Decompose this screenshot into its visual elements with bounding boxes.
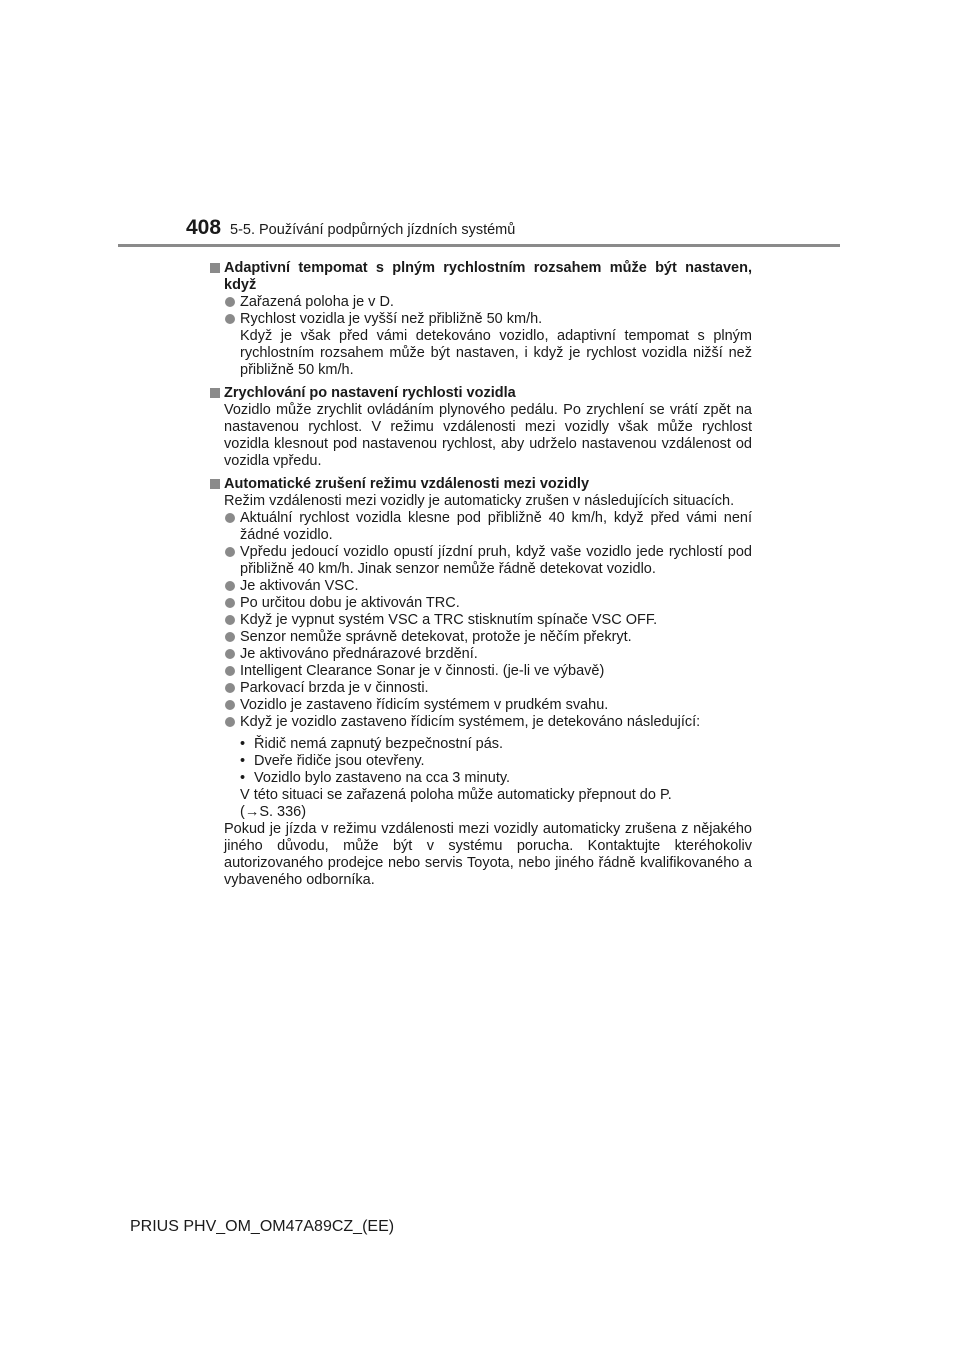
list-item: Je aktivován VSC. <box>224 578 752 595</box>
page-number: 408 <box>186 216 222 239</box>
square-bullet-icon <box>210 388 220 398</box>
sub-list-item: • Řidič nemá zapnutý bezpečnostní pás. <box>240 736 504 752</box>
section-intro: Režim vzdálenosti mezi vozidly je automaticky zrušen v následujících situacích. <box>224 493 735 509</box>
sub-list-item: • Vozidlo bylo zastaveno na cca 3 minuty. <box>240 770 511 786</box>
section-acceleration <box>210 385 752 470</box>
page-reference: (→S. 336) <box>240 804 307 820</box>
page-content <box>210 260 752 889</box>
list-item: Rychlost vozidla je vyšší než přibližně 50 km/h. Když je však před vámi detekováno vozidlo, adaptivní tempomat s plným rychlostním rozsahem může být nastaven, i když je rychlost vozidla nižší než přibližně 50 km/h. <box>224 311 752 379</box>
round-bullet-icon <box>225 581 235 591</box>
round-bullet-icon <box>225 547 235 557</box>
section-text: Vozidlo může zrychlit ovládáním plynového pedálu. Po zrychlení se vrátí zpět na nastavenou rychlost. V režimu vzdálenosti mezi vozidly však může rychlost vozidla klesnout pod nastavenou rychlost, aby udrželo nastavenou vzdálenost od vozidla vpředu. <box>224 402 752 469</box>
round-bullet-icon <box>225 632 235 642</box>
list-item: Vozidlo je zastaveno řídicím systémem v prudkém svahu. <box>224 697 752 714</box>
list-item: Parkovací brzda je v činnosti. <box>224 680 752 697</box>
header-divider <box>118 244 840 247</box>
chapter-title: 5-5. Používání podpůrných jízdních systémů <box>230 222 516 238</box>
list-item: Intelligent Clearance Sonar je v činnosti. (je-li ve výbavě) <box>224 663 752 680</box>
section-heading: Adaptivní tempomat s plným rychlostním rozsahem může být nastaven, když <box>224 260 752 294</box>
list-item: Zařazená poloha je v D. <box>224 294 752 311</box>
round-bullet-icon <box>225 513 235 523</box>
sub-list-item: • Dveře řidiče jsou otevřeny. <box>240 753 425 769</box>
section-heading: Automatické zrušení režimu vzdálenosti mezi vozidly <box>224 476 752 493</box>
list-item: Je aktivováno přednárazové brzdění. <box>224 646 752 663</box>
round-bullet-icon <box>225 666 235 676</box>
list-item: Když je vypnut systém VSC a TRC stisknutím spínače VSC OFF. <box>224 612 752 629</box>
square-bullet-icon <box>210 263 220 273</box>
sub-list <box>224 736 752 787</box>
section-auto-cancel <box>210 476 752 889</box>
note-text: V této situaci se zařazená poloha může automaticky přepnout do P. <box>240 787 672 803</box>
list-item: Aktuální rychlost vozidla klesne pod přibližně 40 km/h, když před vámi není žádné vozidlo. <box>224 510 752 544</box>
closing-text: Pokud je jízda v režimu vzdálenosti mezi vozidly automaticky zrušena z nějakého jiného důvodu, může být v systému porucha. Kontaktujte kteréhokoliv autorizovaného prodejce nebo servis Toyota, nebo jiného řádně kvalifikovaného a vybaveného odborníka. <box>224 821 752 888</box>
round-bullet-icon <box>225 717 235 727</box>
square-bullet-icon <box>210 479 220 489</box>
document-id: PRIUS PHV_OM_OM47A89CZ_(EE) <box>130 1218 395 1235</box>
round-bullet-icon <box>225 649 235 659</box>
round-bullet-icon <box>225 683 235 693</box>
list-item: Po určitou dobu je aktivován TRC. <box>224 595 752 612</box>
list-item: Když je vozidlo zastaveno řídicím systémem, je detekováno následující: <box>224 714 752 731</box>
round-bullet-icon <box>225 615 235 625</box>
list-item: Vpředu jedoucí vozidlo opustí jízdní pruh, když vaše vozidlo jede rychlostí pod přibližně 40 km/h. Jinak senzor nemůže řádně detekovat vozidlo. <box>224 544 752 578</box>
page-header <box>118 218 840 246</box>
round-bullet-icon <box>225 297 235 307</box>
section-heading: Zrychlování po nastavení rychlosti vozidla <box>224 385 752 402</box>
section-cruise-setup <box>210 260 752 379</box>
round-bullet-icon <box>225 700 235 710</box>
round-bullet-icon <box>225 314 235 324</box>
round-bullet-icon <box>225 598 235 608</box>
list-item: Senzor nemůže správně detekovat, protože je něčím překryt. <box>224 629 752 646</box>
